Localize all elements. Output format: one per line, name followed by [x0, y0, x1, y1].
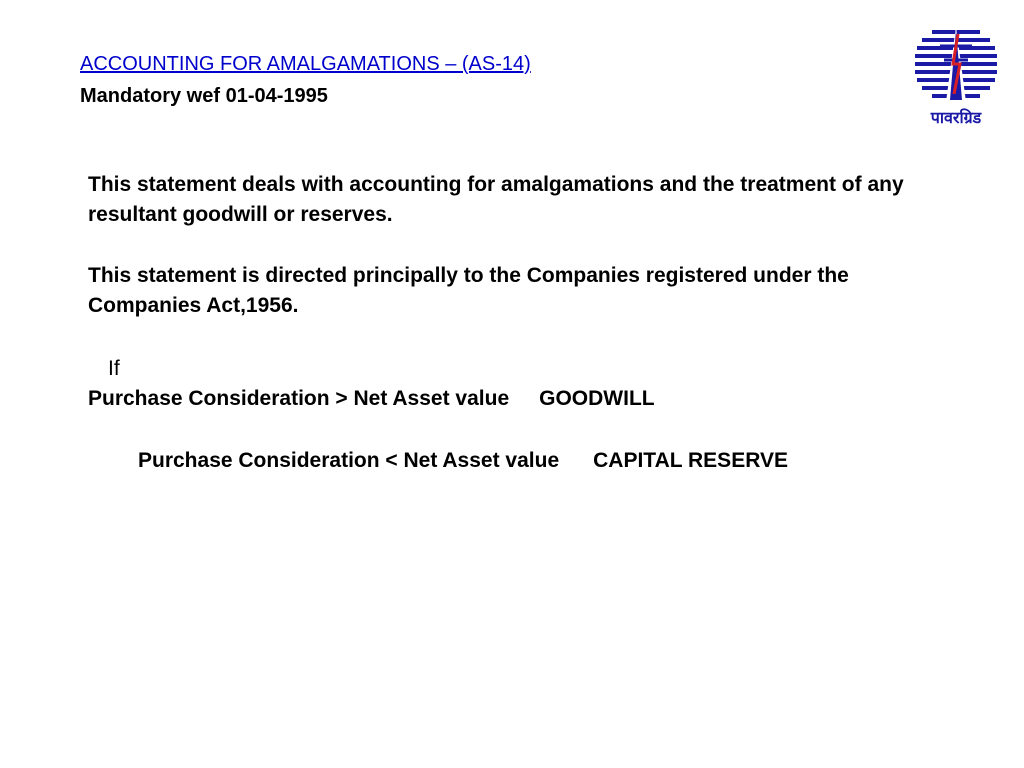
if-label: If	[108, 357, 120, 380]
rule-capital-reserve-result: CAPITAL RESERVE	[593, 449, 789, 472]
paragraph-applicability: This statement is directed principally to the Companies registered under the Companies Act,1956.	[88, 264, 849, 317]
slide-subtitle: Mandatory wef 01-04-1995	[80, 85, 328, 107]
rule-capital-reserve-condition: Purchase Consideration < Net Asset value	[138, 449, 560, 472]
slide-title[interactable]: ACCOUNTING FOR AMALGAMATIONS – (AS-14)	[80, 53, 531, 75]
rule-goodwill-result: GOODWILL	[539, 387, 655, 410]
rule-goodwill-condition: Purchase Consideration > Net Asset value	[88, 387, 510, 410]
powergrid-logo-icon	[910, 24, 1002, 136]
paragraph-scope: This statement deals with accounting for amalgamations and the treatment of any resultant goodwill or reserves.	[88, 173, 904, 226]
rule-goodwill	[88, 384, 655, 414]
logo-caption: पावरग्रिड	[930, 108, 982, 127]
rule-capital-reserve	[138, 446, 838, 476]
logo-globe	[915, 26, 997, 102]
